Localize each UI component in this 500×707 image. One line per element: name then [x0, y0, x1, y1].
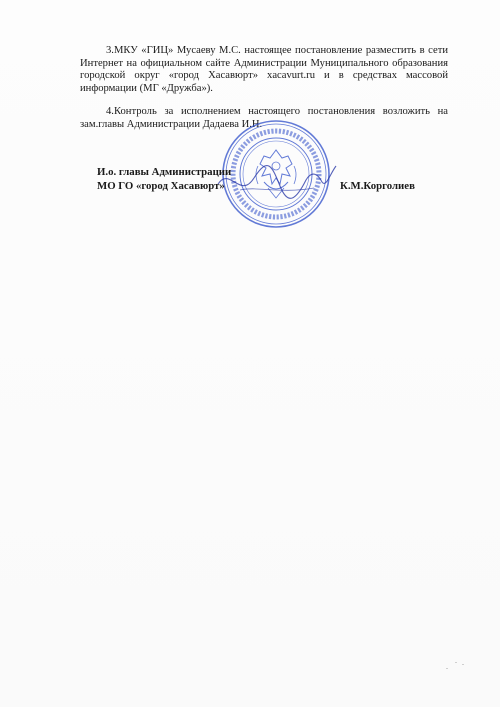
paragraph-3: 3.МКУ «ГИЦ» Мусаеву М.С. настоящее постановление разместить в сети Интернет на официальном сайте Администрации Муниципального образования городской округ «город Хасавюрт» xacavurt.ru и в средствах массовой информации (МГ «Дружба»).	[80, 45, 448, 94]
signatory-title-line-1: И.о. главы Администрации	[97, 166, 232, 178]
paragraph-4: 4.Контроль за исполнением настоящего постановления возложить на зам.главы Администрации Дадаева И.Н.	[80, 106, 448, 130]
scan-speck	[455, 662, 457, 663]
signatory-name: К.М.Корголиев	[340, 180, 415, 192]
scan-speck	[462, 664, 464, 665]
scan-speck	[446, 668, 448, 669]
signatory-title-line-2: МО ГО «город Хасавюрт»	[97, 180, 225, 192]
